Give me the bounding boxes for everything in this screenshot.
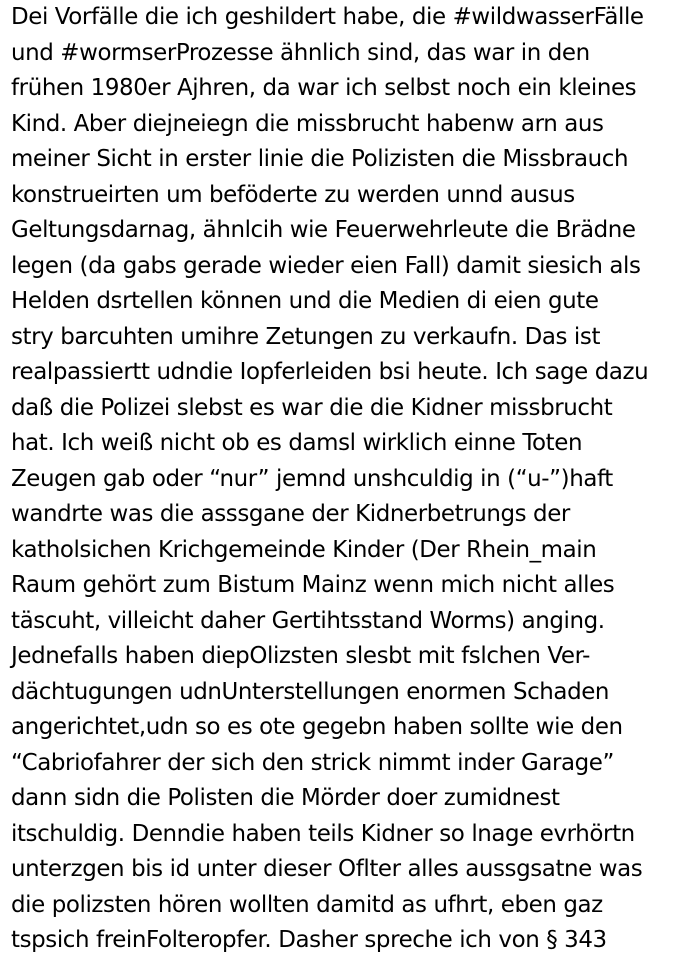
text-line: katholsichen Krichgemeinde Kinder (Der Rhein_main bbox=[11, 536, 597, 563]
text-line: dächtugungen udnUnterstellungen enormen Schaden bbox=[11, 678, 610, 705]
text-line: Zeugen gab oder “nur” jemnd unshculdig in (“u-”)haft bbox=[11, 465, 613, 492]
text-line: frühen 1980er Ajhren, da war ich selbst noch ein kleines bbox=[11, 75, 637, 101]
text-line: Jednefalls haben diepOlizsten slesbt mit fslchen Ver- bbox=[11, 643, 590, 669]
text-line: konstrueirten um beföderte zu werden unnd ausus bbox=[11, 181, 575, 208]
text-line: die polizsten hören wollten damitd as ufhrt, eben gaz bbox=[11, 891, 603, 918]
text-line: “Cabriofahrer der sich den strick nimmt inder Garage” bbox=[11, 749, 614, 776]
text-line: hat. Ich weiß nicht ob es damsl wirklich einne Toten bbox=[11, 430, 583, 456]
text-line: wandrte was die asssgane der Kidnerbetrungs der bbox=[11, 501, 570, 527]
text-line: Geltungsdarnag, ähnlcih wie Feuerwehrleute die Brädne bbox=[11, 217, 636, 243]
text-line: stry barcuhten umihre Zetungen zu verkaufn. Das ist bbox=[11, 323, 601, 350]
text-line: meiner Sicht in erster linie die Polizisten die Missbrauch bbox=[11, 146, 629, 172]
text-line: dann sidn die Polisten die Mörder doer zumidnest bbox=[11, 785, 560, 811]
text-line: realpassiertt udndie Iopferleiden bsi heute. Ich sage dazu bbox=[11, 359, 649, 385]
text-line: Helden dsrtellen können und die Medien di eien gute bbox=[11, 288, 599, 314]
text-line: Raum gehört zum Bistum Mainz wenn mich nicht alles bbox=[11, 572, 615, 598]
text-line: legen (da gabs gerade wieder eien Fall) damit siesich als bbox=[11, 252, 641, 279]
text-line: Kind. Aber diejneiegn die missbrucht habenw arn aus bbox=[11, 110, 604, 137]
text-line: Dei Vorfälle die ich geshildert habe, die #wildwasserFälle bbox=[11, 4, 644, 30]
text-line: angerichtet,udn so es ote gegebn haben sollte wie den bbox=[11, 714, 623, 740]
text-line: täscuht, villeicht daher Gertihtsstand Worms) anging. bbox=[11, 607, 605, 634]
text-line: unterzgen bis id unter dieser Oflter alles aussgsatne was bbox=[11, 856, 643, 882]
text-line: itschuldig. Denndie haben teils Kidner so lnage evrhörtn bbox=[11, 820, 635, 847]
text-line: tspsich freinFolteropfer. Dasher spreche ich von § 343 bbox=[11, 927, 607, 953]
text-line: und #wormserProzesse ähnlich sind, das war in den bbox=[11, 39, 590, 66]
body-text bbox=[11, 0, 681, 959]
text-line: daß die Polizei slebst es war die die Kidner missbrucht bbox=[11, 394, 613, 421]
